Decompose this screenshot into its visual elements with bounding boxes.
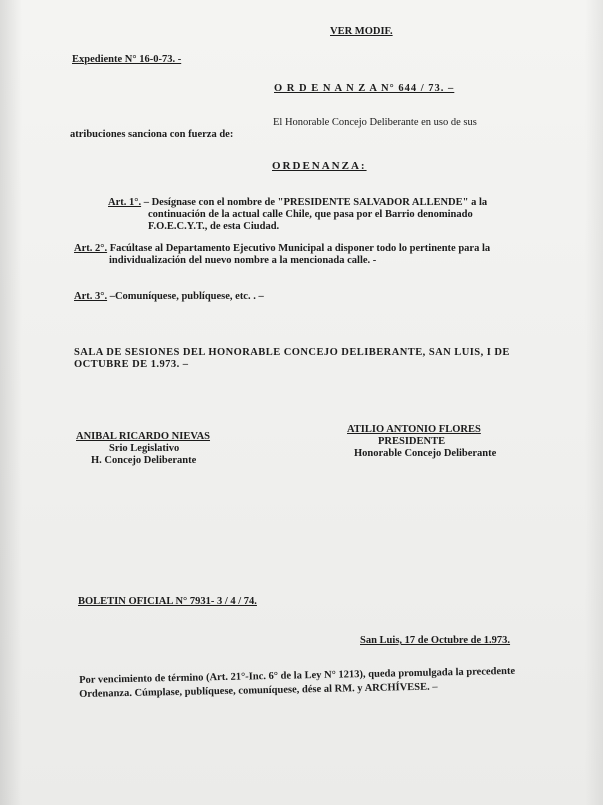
promulgation-line-1: Por vencimiento de término (Art. 21°-Inc. 6° de la Ley N° 1213), queda promulgada la precedente xyxy=(79,665,516,686)
article-3-label: Art. 3°. xyxy=(74,291,108,302)
article-3-text-1: –Comuníquese, publíquese, etc. . – xyxy=(107,291,264,302)
expediente-number: Expediente N° 16-0-73. - xyxy=(72,54,182,65)
ordenanza-heading: ORDENANZA: xyxy=(272,160,367,172)
ver-modif-note: VER MODIF. xyxy=(330,26,393,37)
article-1-text-1: – Desígnase con el nombre de "PRESIDENTE SALVADOR ALLENDE" a la xyxy=(141,197,488,208)
sala-line-2: OCTUBRE DE 1.973. – xyxy=(74,359,189,370)
sala-line-1: SALA DE SESIONES DEL HONORABLE CONCEJO DELIBERANTE, SAN LUIS, I DE xyxy=(74,347,510,358)
article-3-line-1 xyxy=(74,290,264,303)
signature-right-name: ATILIO ANTONIO FLORES xyxy=(347,424,481,435)
ordenanza-number-title: O R D E N A N Z A N° 644 / 73. – xyxy=(274,83,455,94)
signature-left-org: H. Concejo Deliberante xyxy=(91,455,197,466)
page-edge-shadow-right xyxy=(585,0,603,805)
preamble-line-1: El Honorable Concejo Deliberante en uso de sus xyxy=(273,117,477,128)
article-1-line-3: F.O.E.C.Y.T., de esta Ciudad. xyxy=(148,221,280,232)
signature-left-name: ANIBAL RICARDO NIEVAS xyxy=(76,431,211,442)
article-2-text-1: Facúltase al Departamento Ejecutivo Municipal a disponer todo lo pertinente para la xyxy=(107,243,491,254)
article-2-label: Art. 2°. xyxy=(74,243,108,254)
article-1-label: Art. 1°. xyxy=(108,197,142,208)
boletin-oficial: BOLETIN OFICIAL N° 7931- 3 / 4 / 74. xyxy=(78,596,257,607)
promulgation-line-2: Ordenanza. Cúmplase, publíquese, comuníquese, dése al RM. y ARCHÍVESE. – xyxy=(79,681,438,700)
signature-left-role: Srio Legislativo xyxy=(109,443,180,454)
signature-right-role: PRESIDENTE xyxy=(378,436,446,447)
promulgation-date: San Luis, 17 de Octubre de 1.973. xyxy=(360,635,511,646)
preamble-line-2: atribuciones sanciona con fuerza de: xyxy=(70,129,234,140)
article-2-line-2: individualización del nuevo nombre a la mencionada calle. - xyxy=(109,255,377,266)
article-1-line-2: continuación de la actual calle Chile, que pasa por el Barrio denominado xyxy=(148,209,473,220)
page-edge-shadow xyxy=(0,0,22,805)
signature-right-org: Honorable Concejo Deliberante xyxy=(354,448,497,459)
